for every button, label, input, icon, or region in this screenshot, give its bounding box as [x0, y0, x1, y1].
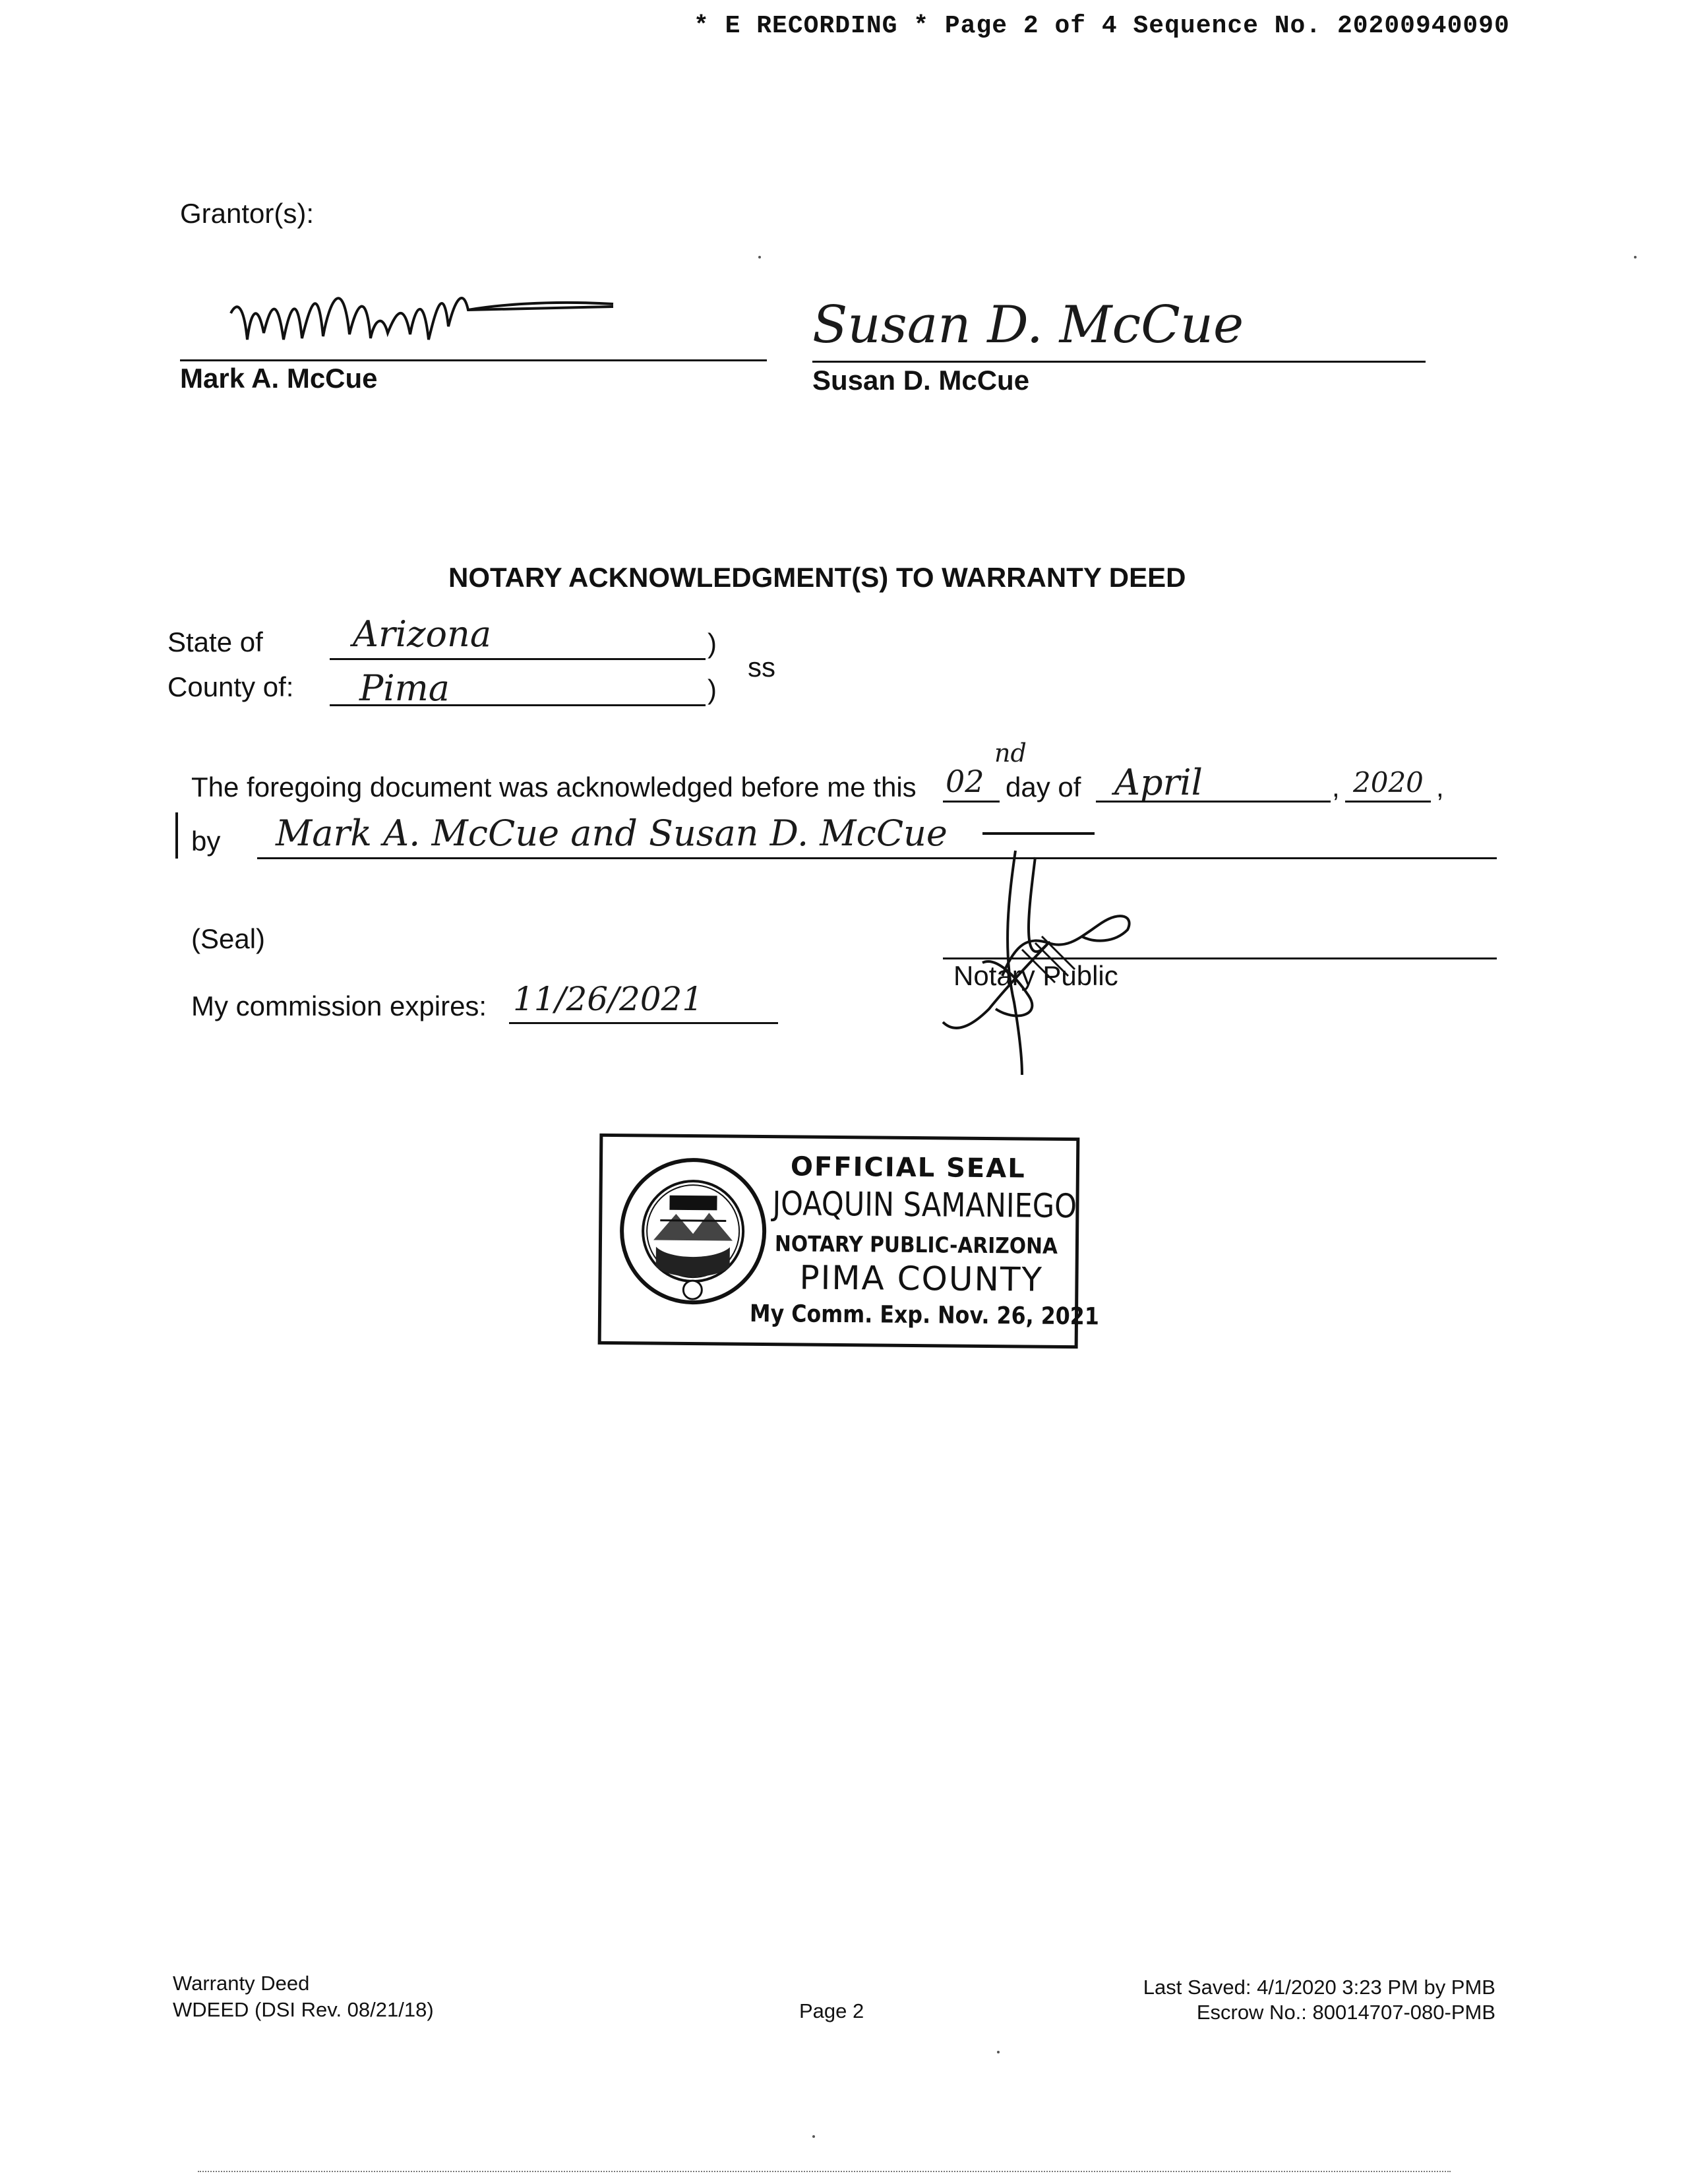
seal-line-expiration: My Comm. Exp. Nov. 26, 2021	[749, 1300, 1100, 1331]
county-value: Pima	[359, 667, 450, 709]
month-line	[1096, 801, 1331, 803]
ss-label: ss	[748, 652, 775, 682]
by-flourish	[982, 832, 1095, 835]
ack-comma-1: ,	[1332, 772, 1340, 803]
seal-label: (Seal)	[191, 923, 266, 954]
seal-line-official: OFFICIAL SEAL	[790, 1151, 1026, 1184]
seal-line-name: JOAQUIN SAMANIEGO	[772, 1184, 1077, 1226]
state-line	[330, 658, 706, 660]
scan-speck	[812, 2135, 815, 2138]
commission-value: 11/26/2021	[513, 980, 704, 1018]
margin-mark	[175, 812, 178, 859]
scan-speck	[997, 2051, 1000, 2053]
county-paren: )	[708, 674, 717, 705]
footer-page-number: Page 2	[799, 1999, 864, 2022]
year-line	[1345, 801, 1431, 803]
notary-title: NOTARY ACKNOWLEDGMENT(S) TO WARRANTY DEED	[448, 562, 1186, 593]
state-label: State of	[167, 626, 263, 657]
signature-line-2	[812, 361, 1426, 363]
footer-doc-name: Warranty Deed	[173, 1972, 310, 1995]
scan-speck	[758, 256, 761, 258]
scan-bottom-noise	[198, 2171, 1451, 2172]
signer2-name: Susan D. McCue	[812, 365, 1030, 396]
day-line	[943, 801, 1000, 803]
footer-escrow-number: Escrow No.: 80014707-080-PMB	[1196, 2001, 1495, 2024]
ack-text: The foregoing document was acknowledged before me this	[191, 772, 917, 803]
ack-day-value: 02	[946, 764, 984, 799]
commission-label: My commission expires:	[191, 990, 487, 1021]
footer-doc-rev: WDEED (DSI Rev. 08/21/18)	[173, 1998, 434, 2021]
signer1-name: Mark A. McCue	[180, 363, 378, 394]
by-line	[257, 857, 1497, 859]
ack-month-value: April	[1114, 762, 1203, 803]
state-value: Arizona	[353, 613, 492, 655]
scan-speck	[1634, 256, 1637, 258]
signature-line-1	[180, 359, 767, 361]
ack-day-of: day of	[1006, 772, 1081, 803]
by-value: Mark A. McCue and Susan D. McCue	[276, 812, 948, 854]
ack-year-value: 2020	[1353, 766, 1424, 799]
footer-last-saved: Last Saved: 4/1/2020 3:23 PM by PMB	[1143, 1976, 1495, 1999]
county-line	[330, 704, 706, 706]
recording-header: * E RECORDING * Page 2 of 4 Sequence No. 20200940090	[694, 12, 1510, 40]
commission-line	[509, 1022, 778, 1024]
ack-day-suffix: nd	[994, 739, 1027, 768]
notary-signature	[936, 844, 1174, 1081]
notary-public-label: Notary Public	[953, 960, 1118, 991]
county-label: County of:	[167, 671, 294, 702]
great-seal-emblem	[616, 1154, 770, 1308]
by-label: by	[191, 826, 221, 857]
seal-line-notary: NOTARY PUBLIC-ARIZONA	[774, 1230, 1058, 1259]
seal-line-county: PIMA COUNTY	[799, 1258, 1044, 1299]
signature-susan-mccue: Susan D. McCue	[812, 295, 1244, 355]
official-seal-stamp	[598, 1134, 1100, 1349]
state-paren: )	[708, 628, 717, 659]
ack-comma-2: ,	[1436, 772, 1444, 803]
signature-mark-mccue	[218, 260, 626, 366]
grantors-label: Grantor(s):	[180, 198, 315, 229]
